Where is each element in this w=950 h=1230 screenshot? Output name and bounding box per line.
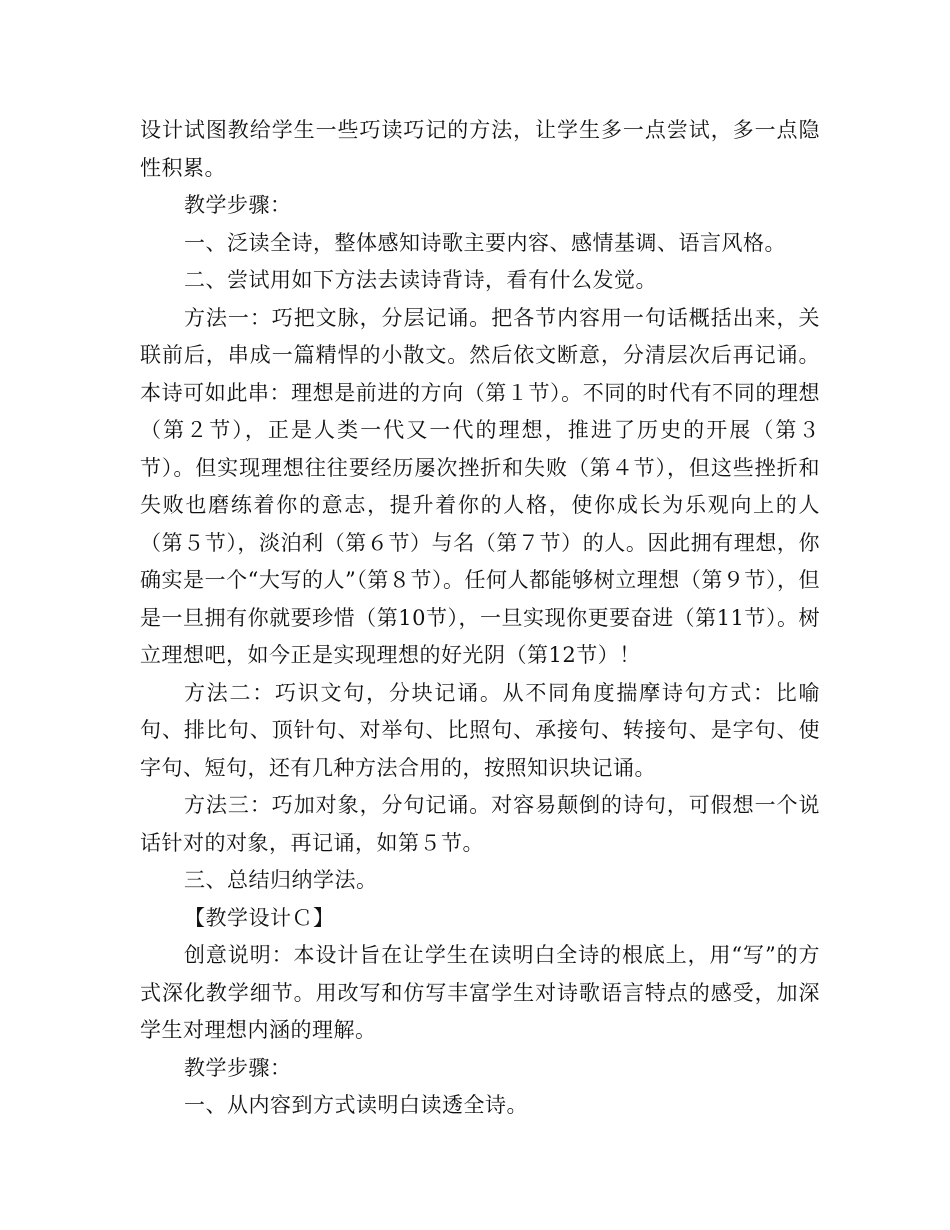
paragraph-design-c-heading: 【教学设计Ｃ】 xyxy=(184,905,335,930)
paragraph-creative-note: 创意说明：本设计旨在让学生在读明白全诗的根底上，用“写”的方式深化教学细节。用改写和仿写丰富学生对诗歌语言特点的感受，加深学生对理想内涵的理解。 xyxy=(140,943,820,1042)
paragraph-step-three: 三、总结归纳学法。 xyxy=(184,868,378,892)
paragraph-method-one: 方法一：巧把文脉，分层记诵。把各节内容用一句话概括出来，关联前后，串成一篇精悍的小散文。然后依文断意，分清层次后再记诵。本诗可如此串：理想是前进的方向（第１节）。不同的时代有不同的理想（第２节），正是人类一代又一代的理想，推进了历史的开展（第３节）。但实现理想往往要经历屡次挫折和失败（第４节），但这些挫折和失败也磨练着你的意志，提升着你的人格，使你成长为乐观向上的人（第５节），淡泊利（第６节）与名（第７节）的人。因此拥有理想，你确实是一个“大写的人”（第８节）。任何人都能够树立理想（第９节），但是一旦拥有你就要珍惜（第10节），一旦实现你更要奋进（第11节）。树立理想吧，如今正是实现理想的好光阴（第12节）！ xyxy=(140,305,820,667)
paragraph-steps-heading-c: 教学步骤： xyxy=(184,1055,292,1080)
paragraph-continuation: 设计试图教给学生一些巧读巧记的方法，让学生多一点尝试，多一点隐性积累。 xyxy=(140,118,820,180)
paragraph-step-two: 二、尝试用如下方法去读诗背诗，看有什么发觉。 xyxy=(184,268,657,292)
paragraph-method-three: 方法三：巧加对象，分句记诵。对容易颠倒的诗句，可假想一个说话针对的对象，再记诵，如第５节。 xyxy=(140,793,820,855)
paragraph-step-one-c: 一、从内容到方式读明白读透全诗。 xyxy=(184,1093,528,1117)
paragraph-method-two: 方法二：巧识文句，分块记诵。从不同角度揣摩诗句方式：比喻句、排比句、顶针句、对举句、比照句、承接句、转接句、是字句、使字句、短句，还有几种方法合用的，按照知识块记诵。 xyxy=(140,680,820,780)
paragraph-step-one: 一、泛读全诗，整体感知诗歌主要内容、感情基调、语言风格。 xyxy=(184,230,786,255)
paragraph-steps-heading: 教学步骤： xyxy=(184,193,292,217)
document-body xyxy=(140,112,820,1125)
